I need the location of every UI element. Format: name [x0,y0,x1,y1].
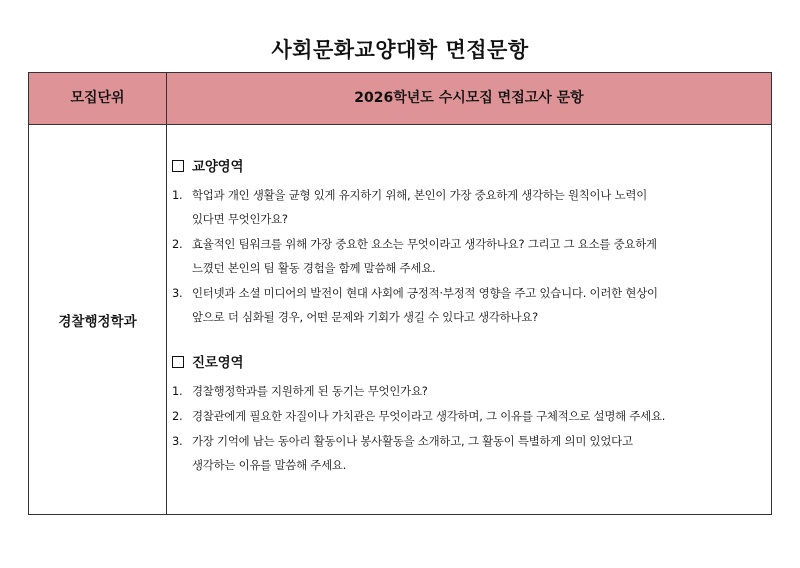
question-text: 학업과 개인 생활을 균형 있게 유지하기 위해, 본인이 가장 중요하게 생각하는 원칙이나 노력이 [192,188,647,202]
header-interview-questions: 2026학년도 수시모집 면접고사 문항 [354,90,584,106]
career-question-2 [172,404,665,428]
department-name [29,125,166,514]
question-text: 가장 기억에 남는 동아리 활동이나 봉사활동을 소개하고, 그 활동이 특별하게 의미 있었다고 [192,434,633,448]
question-text: 효율적인 팀워크를 위해 가장 중요한 요소는 무엇이라고 생각하나요? 그리고 그 요소를 중요하게 [192,237,657,251]
checkbox-icon [172,356,184,368]
career-question-1 [172,379,428,403]
general-question-3-cont: 앞으로 더 심화될 경우, 어떤 문제와 기회가 생길 수 있다고 생각하나요? [192,310,538,324]
section-general-label: 교양영역 [192,159,244,175]
career-question-3-cont: 생각하는 이유를 말씀해 주세요. [192,458,347,472]
career-question-3 [172,429,633,453]
section-career-label: 진로영역 [192,355,244,371]
general-question-1-cont: 있다면 무엇인가요? [192,212,288,226]
question-number: 2. [172,409,183,423]
section-general-title [172,155,243,179]
general-question-3 [172,281,658,305]
general-question-2-cont: 느꼈던 본인의 팀 활동 경험을 함께 말씀해 주세요. [192,261,436,275]
question-number: 2. [172,237,183,251]
table-header-row [29,73,771,125]
question-text: 인터넷과 소셜 미디어의 발전이 현대 사회에 긍정적·부정적 영향을 주고 있습니다. 이러한 현상이 [192,286,658,300]
question-number: 1. [172,384,183,398]
question-text: 경찰행정학과를 지원하게 된 동기는 무엇인가요? [192,384,428,398]
question-text: 경찰관에게 필요한 자질이나 가치관은 무엇이라고 생각하며, 그 이유를 구체적으로 설명해 주세요. [192,409,666,423]
department-label: 경찰행정학과 [58,313,137,330]
general-question-2 [172,232,657,256]
question-number: 1. [172,188,183,202]
checkbox-icon [172,160,184,172]
column-divider [166,73,167,514]
section-career-title [172,351,243,375]
question-number: 3. [172,434,183,448]
general-question-1 [172,183,647,207]
document-title: 사회문화교양대학 면접문항 [271,38,529,62]
header-recruitment-unit: 모집단위 [70,90,125,106]
interview-questions-table [28,72,772,515]
question-number: 3. [172,286,183,300]
